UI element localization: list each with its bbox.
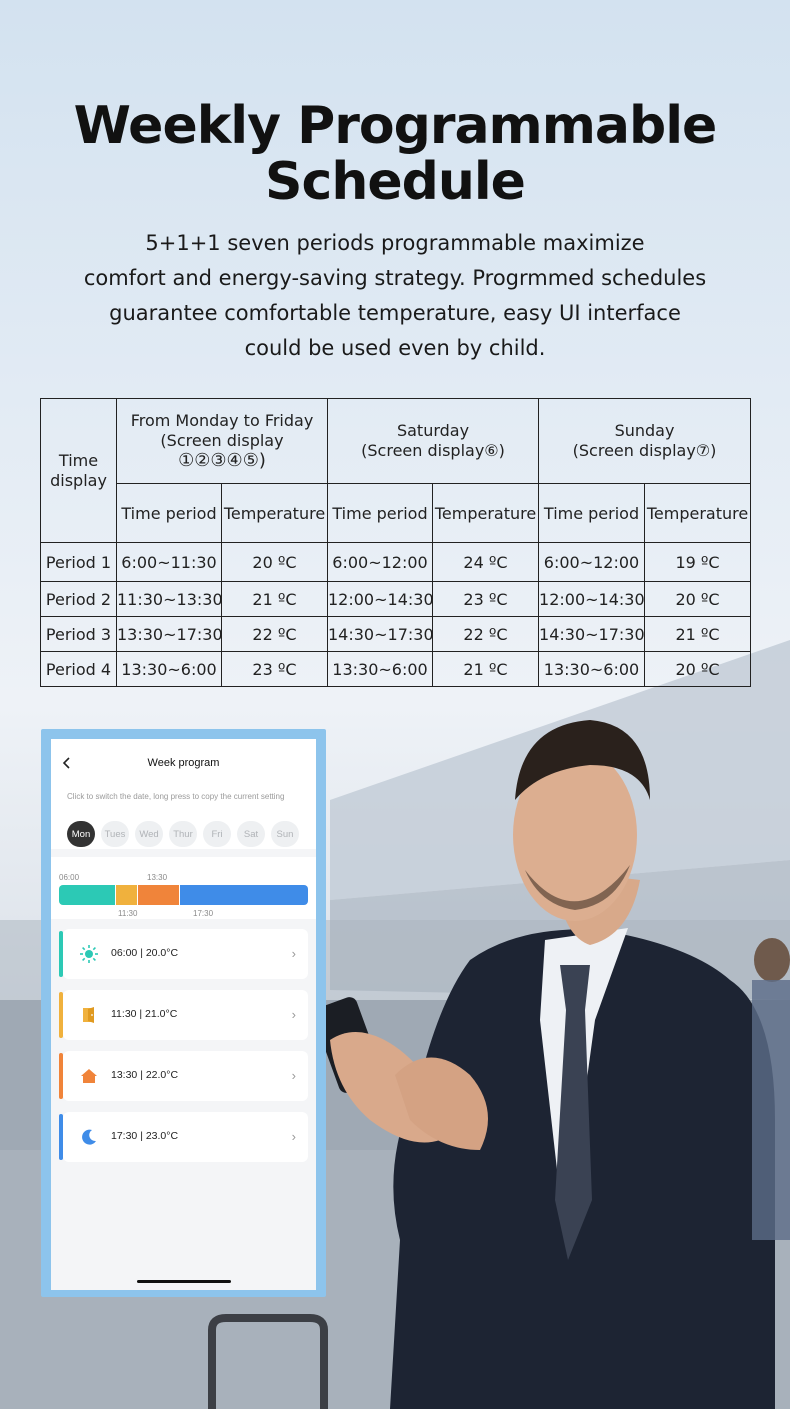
table-cell: 6:00~12:00 xyxy=(539,543,645,582)
col-time-period: Time period xyxy=(328,484,433,543)
period-time-temp: 06:00 | 20.0°C xyxy=(111,947,179,959)
subtitle-line: could be used even by child. xyxy=(244,336,546,360)
header-line: Saturday xyxy=(396,421,470,440)
table-cell: 11:30~13:30 xyxy=(117,582,222,617)
header-line: (Screen display⑦) xyxy=(572,441,717,460)
day-chip-sun[interactable]: Sun xyxy=(271,821,299,847)
phone-hint: Click to switch the date, long press to copy the current setting xyxy=(67,792,285,801)
header-weekdays xyxy=(117,399,328,484)
schedule-timeline xyxy=(51,857,316,919)
timeline-segment[interactable] xyxy=(59,885,116,905)
header-line: (Screen display⑥) xyxy=(361,441,505,460)
table-cell: 6:00~12:00 xyxy=(328,543,433,582)
table-cell: 20 ºC xyxy=(645,652,751,687)
phone-frame xyxy=(41,729,326,1297)
timeline-label-bottom: 11:30 xyxy=(118,909,138,918)
phone-title: Week program xyxy=(147,757,220,769)
period-time-temp: 11:30 | 21.0°C xyxy=(111,1008,178,1020)
header-sunday xyxy=(539,399,751,484)
timeline-label-top: 13:30 xyxy=(147,873,168,882)
door-icon xyxy=(79,1005,99,1025)
table-cell: 12:00~14:30 xyxy=(328,582,433,617)
home-icon xyxy=(79,1066,99,1086)
period-label: Period 2 xyxy=(41,582,117,617)
period-color-strip xyxy=(59,992,63,1038)
table-cell: 6:00~11:30 xyxy=(117,543,222,582)
col-time-period: Time period xyxy=(539,484,645,543)
table-cell: 23 ºC xyxy=(433,582,539,617)
chevron-right-icon: › xyxy=(291,1007,296,1022)
period-color-strip xyxy=(59,1114,63,1160)
period-card[interactable] xyxy=(63,1112,308,1162)
schedule-table xyxy=(40,398,751,687)
period-label: Period 1 xyxy=(41,543,117,582)
moon-icon xyxy=(79,1127,99,1147)
period-time-temp: 17:30 | 23.0°C xyxy=(111,1130,179,1142)
day-selector xyxy=(67,821,307,847)
period-color-strip xyxy=(59,1053,63,1099)
subtitle-line: guarantee comfortable temperature, easy UI interface xyxy=(109,301,681,325)
table-cell: 20 ºC xyxy=(645,582,751,617)
table-cell: 13:30~6:00 xyxy=(328,652,433,687)
row-header-line: Time xyxy=(58,450,99,470)
day-chip-wed[interactable]: Wed xyxy=(135,821,163,847)
timeline-segment[interactable] xyxy=(138,885,180,905)
page-title xyxy=(0,98,790,210)
page-subtitle xyxy=(60,226,730,366)
period-card[interactable] xyxy=(63,990,308,1040)
chevron-right-icon: › xyxy=(291,946,296,961)
table-row xyxy=(41,543,751,582)
table-row xyxy=(41,652,751,687)
timeline-label-bottom: 17:30 xyxy=(193,909,214,918)
timeline-segment[interactable] xyxy=(116,885,138,905)
table-cell: 14:30~17:30 xyxy=(539,617,645,652)
row-header-cell xyxy=(41,399,117,543)
period-label: Period 4 xyxy=(41,652,117,687)
col-temperature: Temperature xyxy=(222,484,328,543)
period-card[interactable] xyxy=(63,929,308,979)
sun-icon xyxy=(79,944,99,964)
table-cell: 20 ºC xyxy=(222,543,328,582)
period-label: Period 3 xyxy=(41,617,117,652)
col-temperature: Temperature xyxy=(433,484,539,543)
day-chip-thur[interactable]: Thur xyxy=(169,821,197,847)
table-row xyxy=(41,582,751,617)
page-title-line-1: Weekly Programmable xyxy=(73,96,717,156)
table-cell: 19 ºC xyxy=(645,543,751,582)
table-cell: 13:30~6:00 xyxy=(117,652,222,687)
table-cell: 22 ºC xyxy=(222,617,328,652)
table-cell: 13:30~6:00 xyxy=(539,652,645,687)
chevron-right-icon: › xyxy=(291,1068,296,1083)
day-chip-fri[interactable]: Fri xyxy=(203,821,231,847)
timeline-bar[interactable] xyxy=(59,885,308,905)
period-card[interactable] xyxy=(63,1051,308,1101)
phone-screen xyxy=(51,739,316,1290)
subtitle-line: comfort and energy-saving strategy. Progrmmed schedules xyxy=(83,266,707,290)
timeline-segment[interactable] xyxy=(180,885,308,905)
day-chip-tues[interactable]: Tues xyxy=(101,821,129,847)
chevron-right-icon: › xyxy=(291,1129,296,1144)
header-line: ①②③④⑤) xyxy=(178,450,266,471)
phone-header xyxy=(51,739,316,849)
table-cell: 12:00~14:30 xyxy=(539,582,645,617)
table-header-row xyxy=(41,399,751,484)
header-line: (Screen display xyxy=(160,431,284,450)
table-row xyxy=(41,617,751,652)
header-line: Sunday xyxy=(614,421,675,440)
table-cell: 21 ºC xyxy=(645,617,751,652)
day-chip-mon[interactable]: Mon xyxy=(67,821,95,847)
header-saturday xyxy=(328,399,539,484)
row-header-line: display xyxy=(50,470,107,490)
header-line: From Monday to Friday xyxy=(130,411,314,430)
table-cell: 23 ºC xyxy=(222,652,328,687)
col-temperature: Temperature xyxy=(645,484,751,543)
page-title-line-2: Schedule xyxy=(265,152,525,212)
home-indicator[interactable] xyxy=(137,1280,231,1283)
table-subheader-row xyxy=(41,484,751,543)
table-cell: 14:30~17:30 xyxy=(328,617,433,652)
col-time-period: Time period xyxy=(117,484,222,543)
timeline-label-top: 06:00 xyxy=(59,873,80,882)
table-cell: 13:30~17:30 xyxy=(117,617,222,652)
subtitle-line: 5+1+1 seven periods programmable maximize xyxy=(145,231,645,255)
period-time-temp: 13:30 | 22.0°C xyxy=(111,1069,179,1081)
table-cell: 21 ºC xyxy=(222,582,328,617)
table-cell: 24 ºC xyxy=(433,543,539,582)
period-color-strip xyxy=(59,931,63,977)
table-cell: 22 ºC xyxy=(433,617,539,652)
day-chip-sat[interactable]: Sat xyxy=(237,821,265,847)
table-cell: 21 ºC xyxy=(433,652,539,687)
